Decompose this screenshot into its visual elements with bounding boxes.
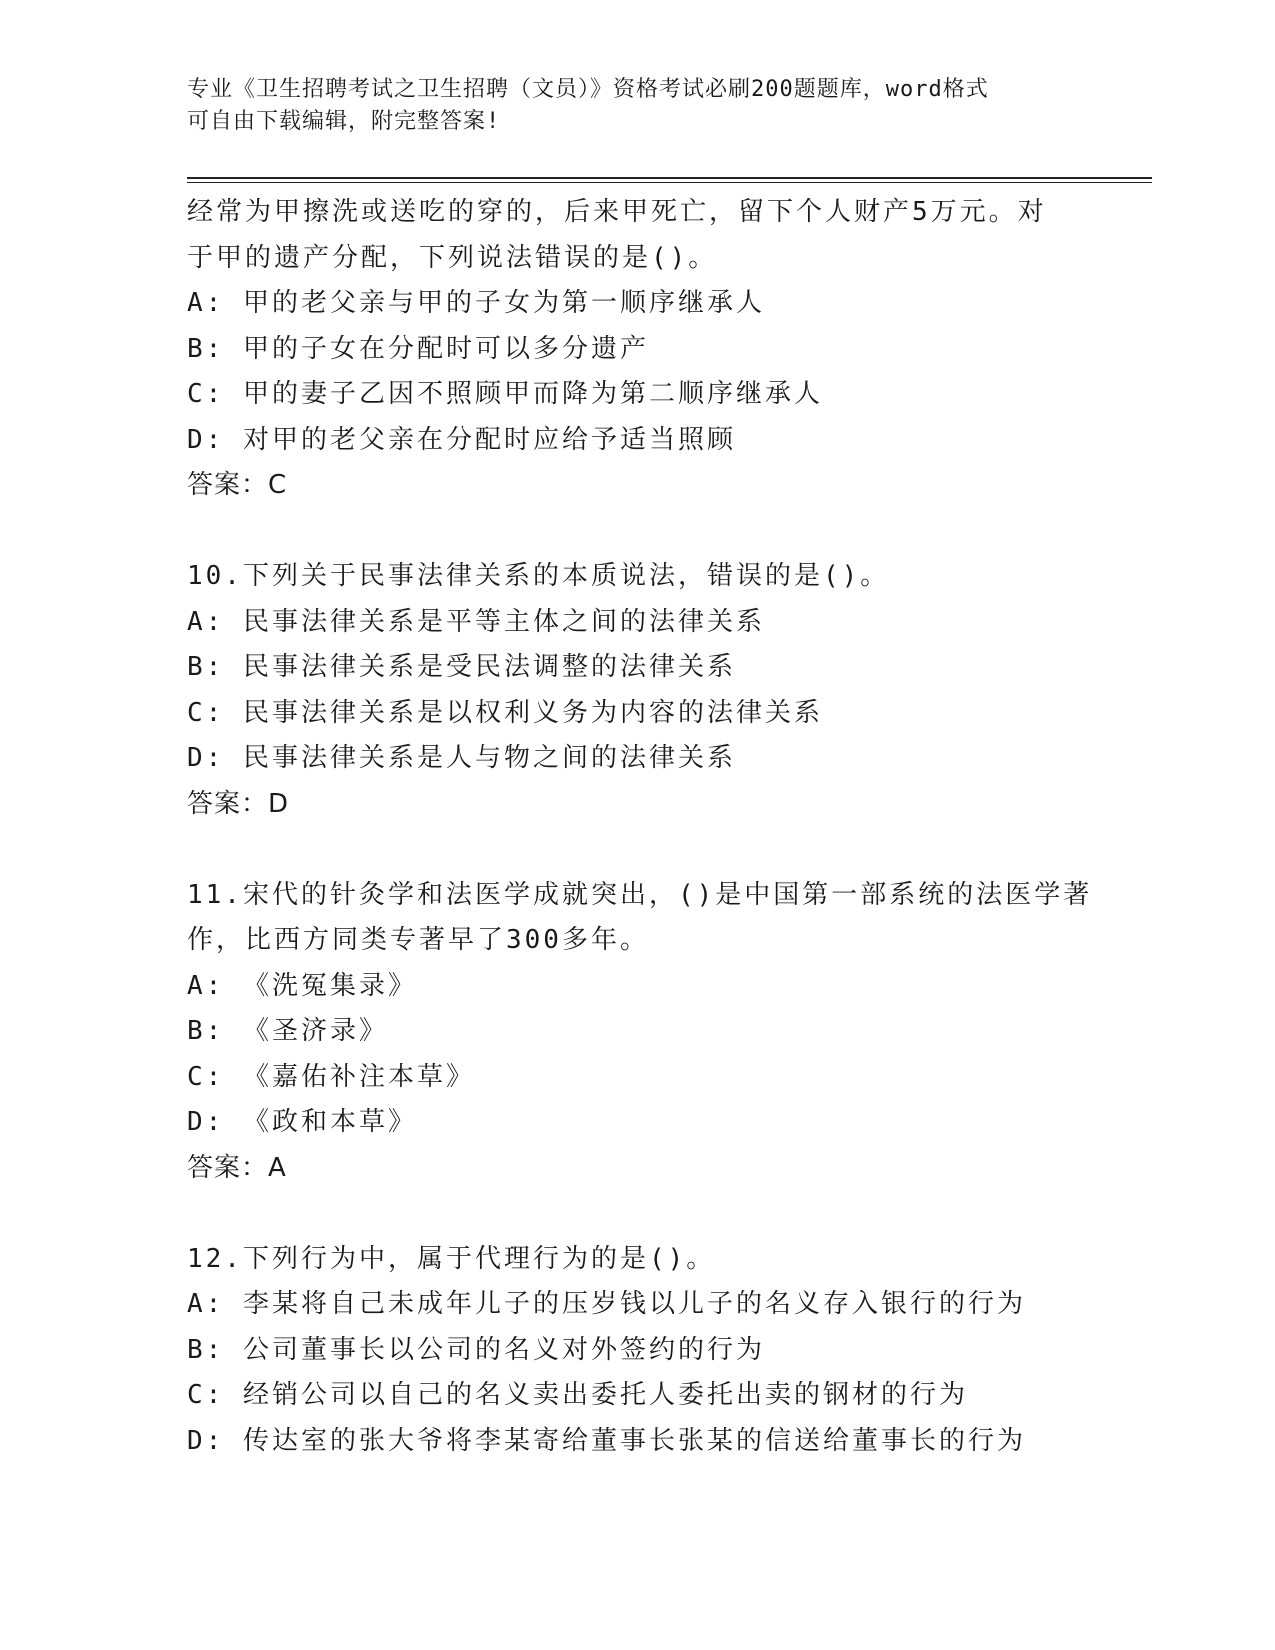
question-stem: 11.宋代的针灸学和法医学成就突出，()是中国第一部系统的法医学著 bbox=[187, 879, 1093, 910]
spacer bbox=[187, 1191, 1147, 1237]
header-divider-thick bbox=[187, 177, 1152, 179]
option-d: D: 对甲的老父亲在分配时应给予适当照顾 bbox=[187, 424, 736, 455]
option-b: B: 甲的子女在分配时可以多分遗产 bbox=[187, 333, 649, 364]
spacer bbox=[187, 827, 1147, 873]
question-12 bbox=[187, 1237, 1147, 1465]
question-stem: 于甲的遗产分配，下列说法错误的是()。 bbox=[187, 242, 718, 273]
question-stem: 作，比西方同类专著早了300多年。 bbox=[187, 925, 649, 955]
answer-line: 答案：D bbox=[187, 788, 290, 819]
option-a: A: 《洗冤集录》 bbox=[187, 970, 417, 1001]
question-10 bbox=[187, 554, 1147, 827]
option-c: C: 民事法律关系是以权利义务为内容的法律关系 bbox=[187, 697, 823, 728]
option-d: D: 传达室的张大爷将李某寄给董事长张某的信送给董事长的行为 bbox=[187, 1425, 1026, 1456]
question-list bbox=[187, 190, 1147, 1464]
option-b: B: 民事法律关系是受民法调整的法律关系 bbox=[187, 652, 736, 682]
option-c: C: 《嘉佑补注本草》 bbox=[187, 1061, 475, 1092]
question-stem: 12.下列行为中，属于代理行为的是()。 bbox=[187, 1243, 716, 1274]
option-d: D: 民事法律关系是人与物之间的法律关系 bbox=[187, 743, 736, 773]
option-b: B: 《圣济录》 bbox=[187, 1016, 388, 1046]
header-divider-thin bbox=[187, 182, 1152, 183]
question-9 bbox=[187, 190, 1147, 509]
option-b: B: 公司董事长以公司的名义对外签约的行为 bbox=[187, 1334, 765, 1365]
question-11 bbox=[187, 873, 1147, 1192]
header-title-line-2: 可自由下载编辑，附完整答案! bbox=[187, 109, 501, 134]
spacer bbox=[187, 509, 1147, 555]
header-title-line-1: 专业《卫生招聘考试之卫生招聘（文员）》资格考试必刷200题题库，word格式 bbox=[187, 77, 989, 102]
answer-line: 答案：C bbox=[187, 470, 288, 500]
option-c: C: 经销公司以自己的名义卖出委托人委托出卖的钢材的行为 bbox=[187, 1380, 968, 1410]
option-a: A: 李某将自己未成年儿子的压岁钱以儿子的名义存入银行的行为 bbox=[187, 1289, 1026, 1319]
document-header bbox=[187, 74, 1067, 138]
answer-line: 答案：A bbox=[187, 1152, 287, 1183]
question-stem: 10.下列关于民事法律关系的本质说法，错误的是()。 bbox=[187, 561, 890, 591]
option-d: D: 《政和本草》 bbox=[187, 1107, 417, 1137]
option-a: A: 民事法律关系是平等主体之间的法律关系 bbox=[187, 606, 765, 637]
option-c: C: 甲的妻子乙因不照顾甲而降为第二顺序继承人 bbox=[187, 379, 823, 409]
option-a: A: 甲的老父亲与甲的子女为第一顺序继承人 bbox=[187, 288, 765, 318]
question-stem: 经常为甲擦洗或送吃的穿的，后来甲死亡，留下个人财产5万元。对 bbox=[187, 197, 1047, 227]
